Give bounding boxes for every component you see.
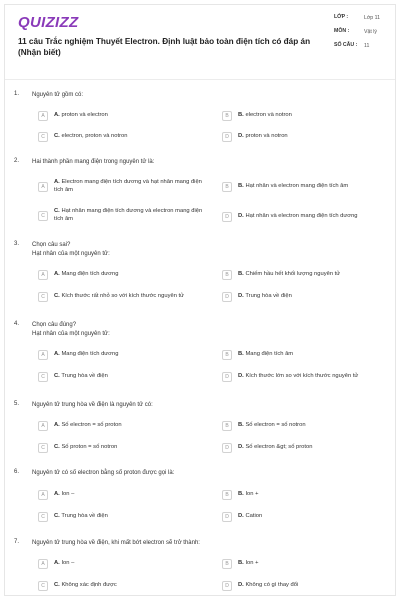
option-text: proton và electron (61, 112, 108, 119)
option-label: A. (54, 179, 60, 185)
option-letter-box: A (38, 270, 48, 280)
option-letter-box: D (222, 292, 232, 302)
option-text: proton và notron (245, 133, 288, 140)
option-label: B. (238, 183, 244, 190)
option-letter-box: A (38, 350, 48, 360)
question-text: Chọn câu đúng? (32, 322, 77, 328)
option-text: Hạt nhân và electron mang điện tích âm (245, 183, 349, 190)
option-label: D. (238, 213, 244, 220)
option-a[interactable] (38, 270, 203, 280)
option-text: Trung hòa về điện (61, 373, 108, 380)
option-text: electron và notron (245, 112, 292, 119)
option-text: Trung hòa về điện (245, 293, 292, 300)
meta-value: Lớp 11 (364, 15, 380, 21)
question-number: 2. (14, 158, 20, 164)
meta-key: MÔN : (334, 28, 350, 34)
option-label: B. (238, 351, 244, 358)
option-letter-box: B (222, 350, 232, 360)
option-label: B. (238, 560, 244, 567)
header-divider (5, 79, 395, 80)
option-text: Mang điện tích dương (61, 351, 119, 358)
option-text: Electron mang điện tích dương và hạt nhân mang điện tích âm (54, 179, 202, 193)
option-letter-box: D (222, 581, 232, 591)
option-letter-box: D (222, 372, 232, 382)
option-label: A. (54, 560, 60, 567)
option-a[interactable] (38, 421, 203, 431)
option-text: Số electron = số proton (61, 422, 122, 429)
option-letter-box: A (38, 421, 48, 431)
option-text: Số proton = số notron (61, 444, 118, 451)
option-a[interactable] (38, 490, 203, 500)
option-d[interactable] (222, 581, 387, 591)
option-c[interactable] (38, 512, 203, 522)
question-number: 7. (14, 539, 20, 545)
option-letter-box: B (222, 490, 232, 500)
option-label: C. (54, 582, 60, 589)
option-text: Kích thước lớn so với kích thước nguyên tử (245, 373, 359, 380)
question-text: Chọn câu sai? (32, 242, 71, 248)
option-label: C. (54, 293, 60, 300)
option-text: Mang điện tích âm (245, 351, 294, 358)
option-letter-box: B (222, 270, 232, 280)
option-letter-box: B (222, 559, 232, 569)
option-text: Số electron &gt; số proton (245, 444, 313, 451)
option-d[interactable] (222, 512, 387, 522)
option-a[interactable] (38, 350, 203, 360)
option-label: D. (238, 293, 244, 300)
question-text: Hai thành phần mang điện trong nguyên tử là: (32, 159, 155, 165)
option-text: Không có gì thay đổi (245, 582, 299, 589)
option-label: B. (238, 422, 244, 429)
option-b[interactable] (222, 490, 387, 500)
option-b[interactable] (222, 182, 387, 192)
option-text: Chiếm hầu hết khối lượng nguyên tử (245, 271, 341, 278)
meta-class (334, 14, 394, 22)
option-text: Kích thước rất nhỏ so với kích thước nguyên tử (61, 293, 185, 300)
worksheet-header (18, 14, 384, 74)
option-text: Ion – (61, 491, 75, 498)
option-text: Hạt nhân và electron mang điện tích dương (245, 213, 358, 220)
question-text: Nguyên tử trung hòa về điện là nguyên tử có: (32, 402, 153, 408)
option-text: electron, proton và notron (61, 133, 128, 140)
question-text: Nguyên tử trung hòa về điện, khi mất bớt electron sẽ trở thành: (32, 540, 200, 546)
option-b[interactable] (222, 421, 387, 431)
option-c[interactable] (38, 132, 203, 142)
option-c[interactable] (38, 208, 203, 223)
option-label: D. (238, 444, 244, 451)
question-text: Nguyên tử có số electron bằng số proton được gọi là: (32, 470, 175, 476)
option-d[interactable] (222, 292, 387, 302)
option-letter-box: C (38, 292, 48, 302)
option-d[interactable] (222, 372, 387, 382)
option-letter-box: C (38, 581, 48, 591)
option-d[interactable] (222, 132, 387, 142)
option-text: Cation (245, 513, 263, 520)
option-c[interactable] (38, 443, 203, 453)
option-letter-box: A (38, 559, 48, 569)
question-number: 5. (14, 401, 20, 407)
option-text: Số electron = số notron (245, 422, 306, 429)
option-letter-box: C (38, 372, 48, 382)
option-label: A. (54, 351, 60, 358)
option-label: C. (54, 373, 60, 380)
meta-value: 11 (364, 43, 370, 49)
quizizz-logo: QUIZIZZ (18, 14, 79, 31)
option-letter-box: C (38, 512, 48, 522)
option-letter-box: D (222, 132, 232, 142)
option-label: C. (54, 208, 60, 214)
option-text: Ion – (61, 560, 75, 567)
option-d[interactable] (222, 212, 387, 222)
option-label: B. (238, 112, 244, 119)
option-label: A. (54, 271, 60, 278)
option-a[interactable] (38, 559, 203, 569)
meta-key: SỐ CÂU : (334, 42, 358, 48)
worksheet-title: 11 câu Trắc nghiệm Thuyết Electron. Định luật bảo toàn điện tích có đáp án (Nhận biết) (18, 37, 311, 57)
option-b[interactable] (222, 350, 387, 360)
option-c[interactable] (38, 372, 203, 382)
option-letter-box: D (222, 212, 232, 222)
option-letter-box: A (38, 182, 48, 192)
question-subtext: Hạt nhân của một nguyên tử: (32, 251, 110, 257)
option-a[interactable] (38, 179, 203, 194)
option-letter-box: C (38, 211, 48, 221)
option-label: D. (238, 373, 244, 380)
question-text: Nguyên tử gồm có: (32, 92, 84, 98)
question-number: 4. (14, 321, 20, 327)
option-label: C. (54, 444, 60, 451)
option-c[interactable] (38, 292, 203, 302)
option-label: A. (54, 422, 60, 429)
question-number: 3. (14, 241, 20, 247)
option-a[interactable] (38, 111, 203, 121)
option-label: B. (238, 271, 244, 278)
option-label: D. (238, 133, 244, 140)
meta-count (334, 42, 394, 50)
option-text: Không xác định được (61, 582, 117, 589)
question-number: 6. (14, 469, 20, 475)
option-letter-box: C (38, 132, 48, 142)
option-letter-box: B (222, 111, 232, 121)
option-text: Ion + (245, 560, 259, 567)
option-label: C. (54, 513, 60, 520)
meta-subject (334, 28, 394, 36)
question-subtext: Hạt nhân của một nguyên tử: (32, 331, 110, 337)
option-text: Trung hòa về điện (61, 513, 108, 520)
meta-key: LỚP : (334, 14, 349, 20)
option-b[interactable] (222, 111, 387, 121)
worksheet-page (4, 4, 396, 596)
option-text: Mang điện tích dương (61, 271, 119, 278)
option-b[interactable] (222, 559, 387, 569)
option-label: D. (238, 513, 244, 520)
option-label: A. (54, 491, 60, 498)
option-letter-box: A (38, 490, 48, 500)
option-letter-box: B (222, 421, 232, 431)
meta-value: Vật lý (364, 29, 377, 35)
option-text: Ion + (245, 491, 259, 498)
option-label: D. (238, 582, 244, 589)
worksheet-meta (334, 14, 394, 56)
option-b[interactable] (222, 270, 387, 280)
option-label: C. (54, 133, 60, 140)
option-letter-box: A (38, 111, 48, 121)
option-label: B. (238, 491, 244, 498)
option-d[interactable] (222, 443, 387, 453)
question-number: 1. (14, 91, 20, 97)
option-text: Hạt nhân mang điện tích dương và electron mang điện tích âm (54, 208, 203, 222)
option-letter-box: C (38, 443, 48, 453)
option-letter-box: D (222, 512, 232, 522)
option-letter-box: B (222, 182, 232, 192)
option-label: A. (54, 112, 60, 119)
option-c[interactable] (38, 581, 203, 591)
option-letter-box: D (222, 443, 232, 453)
